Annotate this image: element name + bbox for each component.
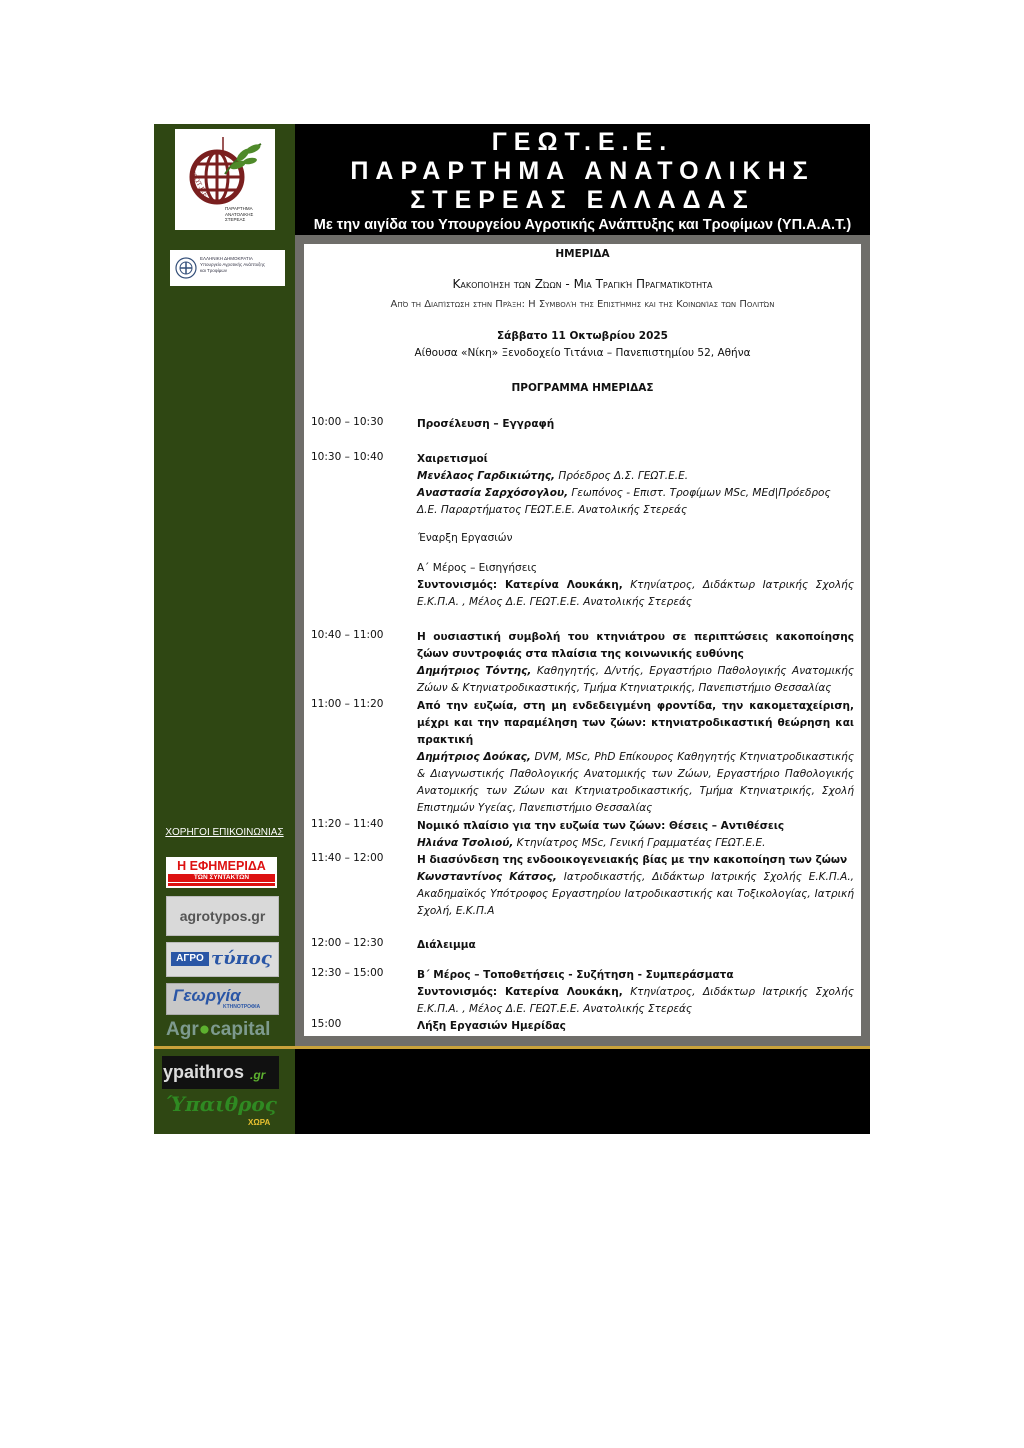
session-time: 10:00 – 10:30	[311, 416, 384, 428]
speaker-role: Γεωπόνος - Επιστ. Τροφίμων MSc, MEd|Πρόεδρος	[568, 487, 831, 499]
agrocapital-a: Agr	[166, 1019, 199, 1040]
talk-title: Από την ευζωία, στη μη ενδεδειγμένη φροντίδα, την κακομεταχείριση, μέχρι και την παραμέληση των ζώων: κτηνιατροδικαστική θεώρηση και πρακτική	[417, 700, 854, 746]
speaker-name: Δημήτριος Δούκας,	[417, 751, 531, 763]
speaker-role: Καθηγητής, Δ/ντής, Εργαστήριο Παθολογικής Ανατομικής Ζώων & Κτηνιατροδικαστικής, Τμήμα Κτηνιατρικής, Πανεπιστήμιο Θεσσαλίας	[417, 665, 855, 694]
break-title: Διάλειμμα	[417, 939, 476, 951]
ypaithros-a: ypaithros	[163, 1062, 245, 1082]
ypaithros-c: Ύπαιθρος	[166, 1092, 277, 1116]
header-subtitle: Με την αιγίδα του Υπουργείου Αγροτικής Ανάπτυξης και Τροφίμων (ΥΠ.Α.Α.Τ.)	[313, 217, 852, 233]
speaker-name: Δημήτριος Τόντης,	[417, 665, 532, 677]
ypaithros-b: .gr	[250, 1068, 266, 1082]
talk-4	[417, 852, 854, 920]
session-time: 10:40 – 11:00	[311, 629, 384, 641]
event-date: Σάββατο 11 Οκτωβρίου 2025	[497, 330, 668, 342]
program-title: ΠΡΟΓΡΑΜΜΑ ΗΜΕΡΙΔΑΣ	[511, 382, 654, 394]
greek-emblem-icon	[173, 255, 199, 281]
speaker-role: DVM, MSc, PhD Επίκουρος Καθηγητής Κτηνιατροδικαστικής & Διαγνωστικής Παθολογικής Ανατομικής των Ζώων, Εργαστήριο Παθολογικής Ανατομικής των Ζώων και Κτηνιατροδικαστικής, Τμήμα Κτηνιατρικής, Σχολή Επιστημών Υγείας, Πανεπιστήμιο Θεσσαλίας	[417, 751, 854, 814]
sponsor-agrotypos-gr-logo[interactable]	[166, 896, 279, 936]
agrocapital-b: capital	[210, 1019, 271, 1040]
coordinator-role: Κτηνίατρος, Διδάκτωρ Ιατρικής Σχολής	[622, 986, 854, 998]
efsyn-main: Η ΕΦΗΜΕΡΙΔΑ	[168, 859, 275, 873]
logo-caption-1: ΠΑΡΑΡΤΗΜΑ	[225, 206, 253, 211]
efsyn-sub: ΤΩΝ ΣΥΝΤΑΚΤΩΝ	[168, 874, 275, 882]
ypaithros-gr-bar	[162, 1056, 279, 1089]
coordinator-label: Συντονισμός: Κατερίνα Λουκάκη,	[417, 986, 623, 998]
footer-band	[295, 1049, 870, 1134]
speaker-name: Αναστασία Σαρχόσογλου,	[417, 487, 569, 499]
speaker-name: Μενέλαος Γαρδικιώτης,	[417, 470, 556, 482]
coordinator-label: Συντονισμός: Κατερίνα Λουκάκη,	[417, 579, 623, 591]
agrocapital-text	[166, 1019, 270, 1041]
session-time: 11:20 – 11:40	[311, 818, 384, 830]
logo-caption-3: ΣΤΕΡΕΑΣ	[225, 217, 246, 222]
coordinator-role: Κτηνίατρος, Διδάκτωρ Ιατρικής Σχολής	[622, 579, 854, 591]
session-time: 11:00 – 11:20	[311, 698, 384, 710]
talk-2	[417, 698, 854, 817]
agrotypos-a: ΑΓΡΟ	[171, 952, 209, 966]
session-title: Προσέλευση – Εγγραφή	[417, 418, 555, 430]
session-time: 10:30 – 10:40	[311, 451, 384, 463]
sponsor-georgia-logo[interactable]	[166, 983, 279, 1015]
ministry-line-2: Υπουργείο Αγροτικής Ανάπτυξης	[200, 262, 265, 267]
agrotypos-b: τύπος	[211, 948, 272, 969]
header-title-1: ΓΕΩΤ.Ε.Ε.	[491, 128, 674, 156]
logo-caption-2: ΑΝΑΤΟΛΙΚΗΣ	[225, 211, 254, 217]
coordinator-role-cont: Ε.Κ.Π.Α. , Μέλος Δ.Ε. ΓΕΩΤ.Ε.Ε. Ανατολικής Στερεάς	[417, 1003, 693, 1015]
logo-top-text: ΓΕΩΤ.Ε.Ε.	[187, 168, 211, 201]
sidebar-footer	[154, 1048, 295, 1134]
speaker-role: Κτηνίατρος MSc, Γενική Γραμματέας ΓΕΩΤ.Ε.Ε.	[513, 837, 766, 849]
session-time: 12:00 – 12:30	[311, 937, 384, 949]
session-greetings	[417, 451, 854, 519]
header-title-3: ΣΤΕΡΕΑΣ ΕΛΛΑΔΑΣ	[410, 186, 755, 214]
sponsor-ypaithros-logo[interactable]	[162, 1056, 279, 1130]
session-title: Χαιρετισμοί	[417, 453, 488, 465]
program-panel	[295, 235, 870, 1046]
sponsor-agrotypos-logo[interactable]	[166, 942, 279, 977]
event-flyer	[154, 124, 870, 1134]
program-content	[304, 244, 861, 1036]
sidebar	[154, 124, 295, 1048]
session-time: 15:00	[311, 1018, 342, 1030]
ministry-logo	[170, 250, 285, 286]
speaker-role: Ιατροδικαστής, Διδάκτωρ Ιατρικής Σχολής Ε.Κ.Π.Α., Ακαδημαϊκός Υπότροφος Εργαστηρίου Ιατροδικαστικής και Τοξικολογίας, Ιατρική Σχολή, Ε.Κ.Π.Α	[417, 871, 854, 917]
session-time: 12:30 – 15:00	[311, 967, 384, 979]
talk-title: Η διασύνδεση της ενδοοικογενειακής βίας με την κακοποίηση των ζώων	[417, 854, 848, 866]
sponsor-efsyn-logo[interactable]	[166, 857, 277, 888]
session-time: 11:40 – 12:00	[311, 852, 384, 864]
part-a-title: Α΄ Μέρος – Εισηγήσεις	[417, 562, 538, 574]
agrocapital-o-icon: ●	[198, 1019, 211, 1040]
event-kind: ΗΜΕΡΙΔΑ	[555, 248, 610, 260]
ministry-line-1: ΕΛΛΗΝΙΚΗ ΔΗΜΟΚΡΑΤΙΑ	[200, 256, 253, 261]
talk-1	[417, 629, 854, 697]
header-title-2: ΠΑΡΑΡΤΗΜΑ ΑΝΑΤΟΛΙΚΗΣ	[350, 157, 815, 185]
geotee-logo	[175, 129, 275, 230]
ministry-line-3: και Τροφίμων	[200, 268, 228, 273]
logo-caption	[225, 206, 253, 223]
closing-title: Λήξη Εργασιών Ημερίδας	[417, 1020, 566, 1032]
speaker-name: Ηλιάνα Τσολιού,	[417, 837, 514, 849]
header	[295, 124, 870, 235]
speaker-role: Πρόεδρος Δ.Σ. ΓΕΩΤ.Ε.Ε.	[555, 470, 689, 482]
agrotypos-gr-text: agrotypos.gr	[179, 908, 266, 924]
sponsor-agrocapital-logo[interactable]	[166, 1019, 277, 1045]
ypaithros-d: ΧΩΡΑ	[248, 1118, 271, 1127]
event-title: Κακοποίηση των Ζώων - Μια Τραγική Πραγματικότητα	[452, 277, 713, 291]
talk-title: Η ουσιαστική συμβολή του κτηνιάτρου σε περιπτώσεις κακοποίησης ζώων συντροφιάς στα πλαίσια της κοινωνικής ευθύνης	[417, 631, 854, 660]
speaker-name: Κωνσταντίνος Κάτσος,	[417, 871, 557, 883]
event-subtitle: Από τη Διαπίστωση στην Πράξη: Η Συμβολή της Επιστήμης και της Κοινωνίας των Πολιτών	[390, 299, 775, 310]
talk-3	[417, 818, 854, 852]
georgia-sub: ΚΤΗΝΟΤΡΟΦΙΑ	[223, 1004, 261, 1010]
ministry-text	[200, 256, 282, 274]
talk-title: Νομικό πλαίσιο για την ευζωία των ζώων: Θέσεις – Αντιθέσεις	[417, 820, 785, 832]
speaker-role-cont: Δ.Ε. Παραρτήματος ΓΕΩΤ.Ε.Ε. Ανατολικής Στερεάς	[417, 504, 688, 516]
efsyn-strip	[168, 883, 275, 886]
sponsors-label[interactable]: ΧΟΡΗΓΟΙ ΕΠΙΚΟΙΝΩΝΙΑΣ	[165, 827, 284, 838]
part-b-title: Β΄ Μέρος – Τοποθετήσεις - Συζήτηση - Συμπεράσματα	[417, 969, 734, 981]
georgia-main: Γεωργία	[173, 986, 241, 1005]
part-b-block	[417, 967, 854, 1018]
event-venue: Αίθουσα «Νίκη» Ξενοδοχείο Τιτάνια – Πανεπιστημίου 52, Αθήνα	[414, 347, 751, 359]
part-a-block	[417, 560, 854, 611]
coordinator-role-cont: Ε.Κ.Π.Α. , Μέλος Δ.Ε. ΓΕΩΤ.Ε.Ε. Ανατολικής Στερεάς	[417, 596, 693, 608]
opening-label: Έναρξη Εργασιών	[418, 532, 513, 544]
